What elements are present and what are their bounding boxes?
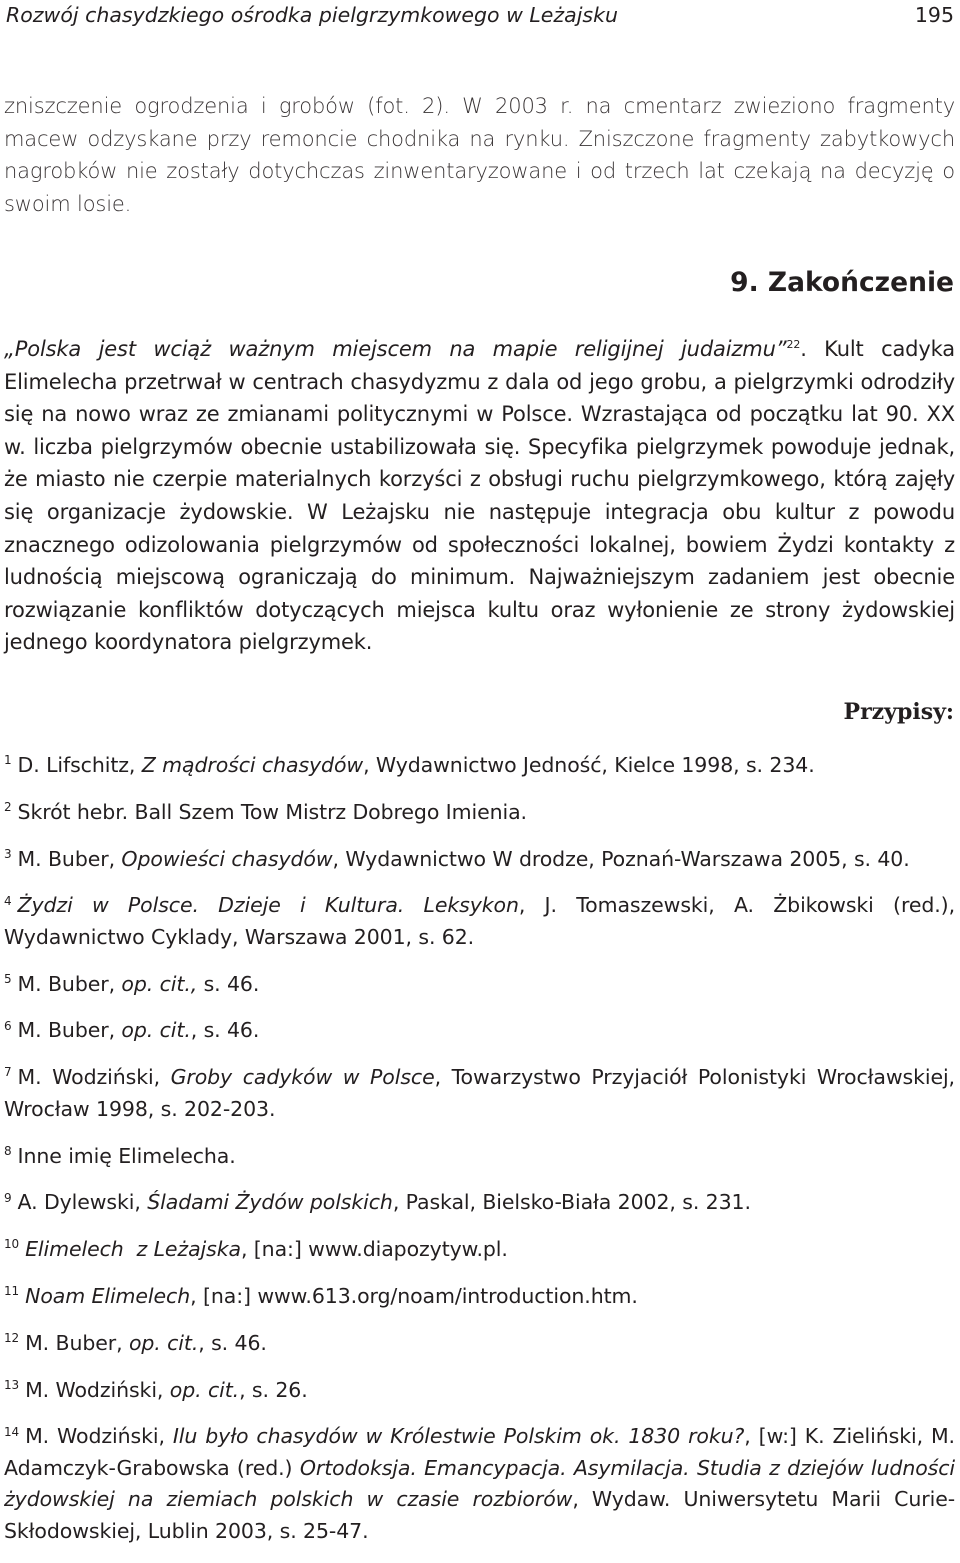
footnote-number: 7	[4, 1065, 12, 1080]
footnotes-list	[4, 750, 955, 1563]
footnote-title: Żydzi w Polsce. Dzieje i Kultura. Leksykon	[17, 893, 519, 918]
footnote-number: 10	[4, 1237, 20, 1252]
footnote-number: 12	[4, 1330, 20, 1345]
footnote-text: , J. Tomaszewski, A. Żbikowski (red.), Wydawnictwo Cyklady, Warszawa 2001, s. 62.	[4, 893, 955, 949]
footnote-text: M. Buber,	[17, 846, 122, 871]
paragraph-2-text: . Kult cadyka Elimelecha przetrwał w centrach chasydyzmu z dala od jego grobu, a pielgrzymki odrodziły się na nowo wraz ze zmianami politycznymi w Polsce. Wzrastająca od początku lat 90. XX w. liczba pielgrzymów obecnie ustabilizowała się. Specyfika pielgrzymek powoduje jednak, że miasto nie czerpie materialnych korzyści z obsługi ruchu pielgrzymkowego, którą zajęły się organizacje żydowskie. W Leżajsku nie następuje integracja obu kultur z powodu znacznego odizolowania pielgrzymów od społeczności lokalnej, bowiem Żydzi kontakty z ludnością miejscową ograniczają do minimum. Najważniejszym zadaniem jest obecnie rozwiązanie konfliktów dotyczących miejsca kultu oraz wyłonienie ze strony żydowskiej jednego koordynatora pielgrzymek.	[4, 337, 956, 655]
footnote-text: , Wydawnictwo W drodze, Poznań-Warszawa 2005, s. 40.	[332, 846, 910, 871]
running-head-title: Rozwój chasydzkiego ośrodka pielgrzymkowego w Leżajsku	[6, 3, 618, 27]
footnote	[4, 797, 955, 829]
footnote-title: Groby cadyków w Polsce	[170, 1065, 435, 1090]
footnote-text: , Wydawnictwo Jedność, Kielce 1998, s. 234.	[363, 753, 815, 777]
footnote-number: 8	[4, 1143, 12, 1158]
footnote-number: 14	[4, 1424, 20, 1439]
footnote	[4, 750, 955, 782]
footnote-text: , s. 46.	[190, 1018, 260, 1043]
footnote-number: 6	[4, 1018, 12, 1033]
footnote-text: , Towarzystwo Przyjaciół Polonistyki Wrocławskiej, Wrocław 1998, s. 202-203.	[4, 1065, 955, 1121]
page-number: 195	[914, 3, 954, 27]
footnote-title: Elimelech z Leżajska	[25, 1237, 241, 1262]
footnote-title: Noam Elimelech	[25, 1283, 191, 1308]
footnote-text: M. Buber,	[17, 1018, 122, 1043]
footnote-text: M. Wodziński,	[17, 1065, 171, 1090]
footnote	[4, 1281, 955, 1313]
footnote	[4, 1421, 955, 1547]
footnote-text: , [na:] www.613.org/noam/introduction.htm.	[190, 1283, 638, 1308]
footnote-number: 11	[4, 1284, 20, 1299]
footnote	[4, 844, 955, 876]
footnote-text: , [na:] www.diapozytyw.pl.	[240, 1237, 508, 1262]
footnote-number: 4	[4, 893, 12, 908]
footnote-text: M. Wodziński,	[25, 1424, 173, 1449]
footnote-number: 5	[4, 971, 12, 986]
footnote-text: s. 46.	[197, 971, 260, 996]
footnote-number: 3	[4, 846, 12, 861]
footnote	[4, 1328, 955, 1360]
footnote-text: M. Wodziński,	[25, 1377, 170, 1402]
paragraph-2	[4, 333, 955, 659]
paragraph-1: zniszczenie ogrodzenia i grobów (fot. 2). W 2003 r. na cmentarz zwieziono fragmenty macew odzyskane przy remoncie chodnika na rynku. Zniszczone fragmenty zabytkowych nagrobków nie zostały dotychczas zinwentaryzowane i od trzech lat czekają na decyzję o swoim losie.	[4, 94, 955, 216]
footnote-title: Z mądrości chasydów	[141, 753, 364, 777]
footnote-text: M. Buber,	[17, 971, 122, 996]
footnote-number: 9	[4, 1190, 12, 1205]
footnote-title: op. cit.	[121, 1018, 191, 1043]
footnote-title: op. cit.,	[121, 971, 198, 996]
footnote-text: D. Lifschitz,	[17, 753, 142, 777]
footnote-text: Skrót hebr. Ball Szem Tow Mistrz Dobrego Imienia.	[17, 799, 527, 824]
footnote	[4, 1062, 955, 1125]
footnote	[4, 1375, 955, 1407]
footnotes-heading: Przypisy:	[843, 699, 954, 725]
footnote-text: , [w:] K. Zieliński, M. Adamczyk-Grabowska (red.)	[4, 1424, 955, 1480]
footnote-title: Opowieści chasydów	[121, 846, 333, 871]
quotation-footnote-ref: 22	[786, 338, 801, 351]
footnote-text: , Paskal, Bielsko-Biała 2002, s. 231.	[392, 1190, 751, 1215]
footnote	[4, 969, 955, 1001]
footnote-text: Inne imię Elimelecha.	[17, 1143, 236, 1168]
footnote	[4, 1015, 955, 1047]
footnote-text: , s. 26.	[239, 1377, 308, 1402]
section-title: 9. Zakończenie	[730, 267, 954, 298]
footnote-text: A. Dylewski,	[17, 1190, 148, 1215]
footnote-title: Śladami Żydów polskich	[147, 1190, 393, 1215]
running-head	[6, 0, 954, 32]
footnote-text: M. Buber,	[25, 1330, 129, 1355]
footnote-text: , s. 46.	[198, 1330, 267, 1355]
quotation: „Polska jest wciąż ważnym miejscem na mapie religijnej judaizmu”	[4, 337, 787, 361]
footnote-number: 13	[4, 1377, 20, 1392]
footnote-title: op. cit.	[169, 1377, 240, 1402]
footnote	[4, 1141, 955, 1173]
footnote-text: , Wydaw. Uniwersytetu Marii Curie-Skłodowskiej, Lublin 2003, s. 25-47.	[4, 1487, 956, 1543]
footnote-number: 2	[4, 799, 12, 814]
footnote	[4, 890, 955, 953]
footnote-number: 1	[4, 753, 12, 768]
footnote	[4, 1187, 955, 1219]
footnote-title: op. cit.	[128, 1330, 199, 1355]
footnote-title: Ortodoksja. Emancypacja. Asymilacja. Studia z dziejów ludności żydowskiej na ziemiach polskich w czasie rozbiorów	[4, 1455, 956, 1512]
footnote-title: Ilu było chasydów w Królestwie Polskim ok. 1830 roku?	[172, 1424, 745, 1449]
footnote	[4, 1234, 955, 1266]
